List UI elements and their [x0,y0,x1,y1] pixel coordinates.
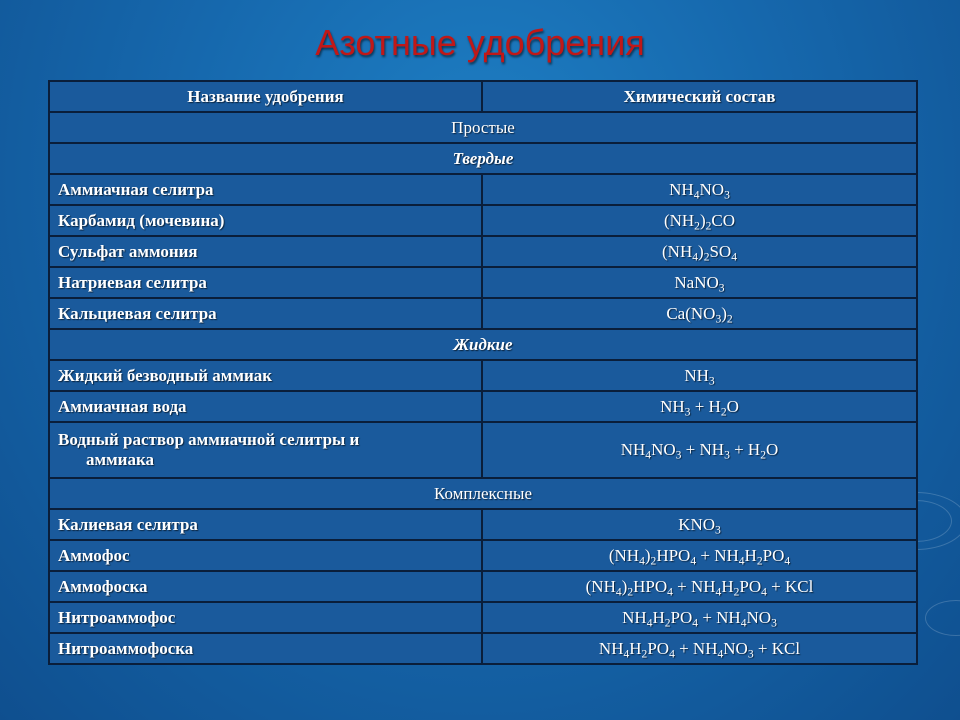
table-header-row [49,81,917,112]
table-row [49,298,917,329]
table-row [49,540,917,571]
section-row-complex [49,478,917,509]
fertilizer-name [49,422,482,478]
fertilizer-name: Аммофоска [49,571,482,602]
chemical-formula: $KNO_3$ [482,509,917,540]
chemical-formula: $NH_4H_2PO_4 + NH_4NO_3$ [482,602,917,633]
table-row [49,571,917,602]
chemical-formula: $NH_3 + H_2O$ [482,391,917,422]
fertilizer-name: Калиевая селитра [49,509,482,540]
chemical-formula: $NH_4NO_3$ [482,174,917,205]
table-row [49,360,917,391]
fertilizer-name: Аммиачная вода [49,391,482,422]
ripple-decoration [925,600,960,636]
chemical-formula: $Ca(NO_3)_2$ [482,298,917,329]
page-title: Азотные удобрения [315,22,645,63]
fertilizer-name: Аммофос [49,540,482,571]
column-header-formula: Химический состав [482,81,917,112]
column-header-name: Название удобрения [49,81,482,112]
chemical-formula: NaNO$_3$ [482,267,917,298]
table-row [49,205,917,236]
table-row [49,174,917,205]
table-row [49,602,917,633]
fertilizer-name: Нитроаммофос [49,602,482,633]
table-row [49,267,917,298]
fertilizer-name-line2: аммиака [86,450,154,469]
chemical-formula: $(NH_4)_2HPO_4 + NH_4H_2PO_4$ + KCl [482,571,917,602]
section-label: Комплексные [49,478,917,509]
subsection-row-liquid [49,329,917,360]
table-row [49,236,917,267]
fertilizer-name: Жидкий безводный аммиак [49,360,482,391]
subsection-row-solid [49,143,917,174]
chemical-formula: $(NH_4)_2HPO_4 + NH_4H_2PO_4$ [482,540,917,571]
section-row-simple [49,112,917,143]
table-row [49,633,917,664]
fertilizer-name: Аммиачная селитра [49,174,482,205]
chemical-formula: $(NH_4)_2SO_4$ [482,236,917,267]
chemical-formula: $(NH_2)_2CO$ [482,205,917,236]
fertilizer-name: Нитроаммофоска [49,633,482,664]
section-label: Простые [49,112,917,143]
fertilizer-name: Натриевая селитра [49,267,482,298]
chemical-formula: $NH_3$ [482,360,917,391]
table-row [49,422,917,478]
fertilizer-name: Карбамид (мочевина) [49,205,482,236]
chemical-formula: $NH_4NO_3 + NH_3 + H_2O$ [482,422,917,478]
chemical-formula: $NH_4H_2PO_4 + NH_4NO_3$ + KCl [482,633,917,664]
fertilizer-name: Кальциевая селитра [49,298,482,329]
fertilizer-name-line1: Водный раствор аммиачной селитры и [58,430,360,449]
table-row [49,391,917,422]
subsection-label: Жидкие [49,329,917,360]
fertilizer-name: Сульфат аммония [49,236,482,267]
subsection-label: Твердые [49,143,917,174]
fertilizer-table [48,80,918,665]
table-row [49,509,917,540]
